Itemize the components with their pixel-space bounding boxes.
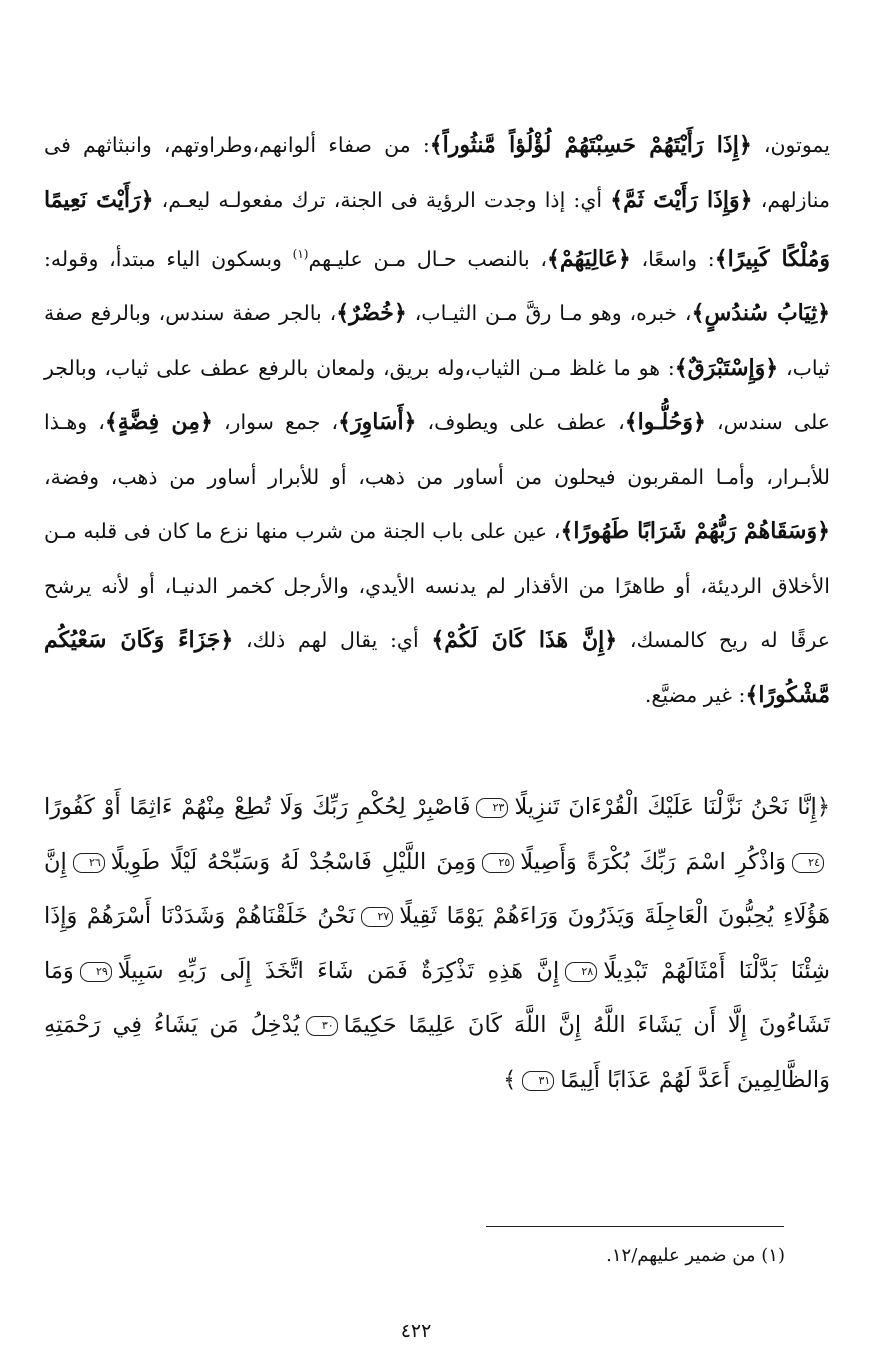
ayah-number-marker: ٢٩ <box>80 962 112 982</box>
verse-text: إِنَّا نَحْنُ نَزَّلْنَا عَلَيْكَ الْقُرْءَانَ تَنزِيلًا <box>514 794 817 820</box>
ayah-number-marker: ٢٥ <box>482 853 514 873</box>
quran-quote: ﴿ثِيَابُ سُندُسٍ﴾ <box>691 300 831 327</box>
tafsir-commentary <box>44 118 830 722</box>
quran-quote: ﴿إِذَا رَأَيْتَهُمْ حَسِبْتَهُمْ لُؤْلُؤاً مَّنثُوراً﴾ <box>429 132 752 158</box>
ornate-bracket-open: ﴿ <box>816 794 830 820</box>
commentary-text: ، عطف على ويطوف، <box>416 410 625 435</box>
ayah-number-marker: ٢٣ <box>476 798 508 818</box>
quran-quote: ﴿وَسَقَاهُمْ رَبُّهُمْ شَرَابًا طَهُورًا﴾ <box>560 518 830 545</box>
quran-verses-block <box>44 780 830 1107</box>
quran-quote: ﴿إِنَّ هَذَا كَانَ لَكُمْ﴾ <box>431 627 618 654</box>
commentary-text: ، بالجر صفة سندس، وبالرفع صفة ثياب، <box>44 301 831 380</box>
footnote-marker: (١) <box>292 247 309 261</box>
footnote: (١) من ضمير عليهم/١٢. <box>606 1245 785 1266</box>
commentary-text: ، جمع سوار، <box>212 410 339 435</box>
verse-text: فَاصْبِرْ لِحُكْمِ رَبِّكَ وَلَا تُطِعْ مِنْهُمْ ءَاثِمًا أَوْ كَفُورًا <box>44 794 471 820</box>
ayah-number-marker: ٢٨ <box>565 962 597 982</box>
commentary-text: ، خبره، وهو مـا رقَّ مـن الثيـاب، <box>406 301 692 326</box>
commentary-text: أي: يقال لهم ذلك، <box>233 628 432 653</box>
quran-quote: ﴿أَسَاوِرَ﴾ <box>338 409 417 436</box>
verse-text: إِنَّ هَؤُلَاءِ يُحِبُّونَ الْعَاجِلَةَ وَيَذَرُونَ وَرَاءَهُمْ يَوْمًا ثَقِيلًا <box>44 848 830 929</box>
ornate-bracket-close: ﴾ <box>503 1066 517 1093</box>
commentary-text: : واسعًا، <box>630 246 715 271</box>
commentary-text: : هو ما غلظ مـن الثياب،وله بريق، ولمعان بالرفع عطف على ثياب، وبالجر على سندس، <box>44 355 830 435</box>
quran-quote: ﴿عَالِيَهُمْ﴾ <box>547 245 631 272</box>
verse-text: وَمِنَ اللَّيْلِ فَاسْجُدْ لَهُ وَسَبِّحْهُ لَيْلًا طَوِيلًا <box>110 848 477 875</box>
ayah-number-marker: ٣١ <box>522 1071 554 1091</box>
quran-quote: ﴿مِن فِضَّةٍ﴾ <box>104 409 213 436</box>
commentary-text: ، عين على باب الجنة من شرب منها نزع ما كان فى قلبه مـن الأخلاق الرديئة، أو طاهرًا من الأقذار لم يدنسه الأيدي، والأرجل كخمر الدنيـا، أو لأنه يرشح عرقًا له ريح كالمسك، <box>44 519 830 653</box>
quran-quote: ﴿وَإِسْتَبْرَقٌ﴾ <box>674 354 779 381</box>
commentary-text: ، بالنصب حـال مـن عليـهم <box>308 246 548 271</box>
verse-text: نَحْنُ خَلَقْنَاهُمْ وَشَدَدْنَا أَسْرَهُمْ وَإِذَا شِئْنَا بَدَّلْنَا أَمْثَالَهُمْ تَبْدِيلًا <box>44 903 831 984</box>
ayah-number-marker: ٢٤ <box>792 853 824 873</box>
commentary-text: ، وهـذا للأبـرار، وأمـا المقربون فيحلون من أساور من ذهب، أو للأبرار أساور من ذهب، وفضة، <box>44 410 830 489</box>
verse-text: وَاذْكُرِ اسْمَ رَبِّكَ بُكْرَةً وَأَصِيلًا <box>520 848 786 875</box>
commentary-text: أي: إذا وجدت الرؤية فى الجنة، ترك مفعولـه ليعـم، <box>153 187 611 212</box>
verse-text: يُدْخِلُ مَن يَشَاءُ فِي رَحْمَتِهِ وَالظَّالِمِينَ أَعَدَّ لَهُمْ عَذَابًا أَلِيمًا <box>44 1012 830 1093</box>
commentary-text: : من صفاء ألوانهم،وطراوتهم، وانبثاثهم فى منازلهم، <box>44 133 830 212</box>
commentary-text: : غير مضيَّع. <box>644 682 746 707</box>
quran-quote: ﴿رَأَيْتَ نَعِيمًا وَمُلْكًا كَبِيرًا﴾ <box>44 186 830 272</box>
quran-quote: ﴿خُضْرٌ﴾ <box>336 300 407 327</box>
page-number: ٤٢٢ <box>400 1320 432 1342</box>
quran-quote: ﴿وَحُلُّـوا﴾ <box>624 409 706 436</box>
ayah-number-marker: ٢٧ <box>361 907 393 927</box>
verse-text: إِنَّ هَذِهِ تَذْكِرَةٌ فَمَن شَاءَ اتَّخَذَ إِلَى رَبِّهِ سَبِيلًا <box>117 957 560 984</box>
quran-quote: ﴿جَزَاءً وَكَانَ سَعْيُكُم مَّشْكُورًا﴾ <box>44 627 830 708</box>
commentary-text: وبسكون الياء مبتدأ، وقوله: <box>44 246 293 271</box>
ayah-number-marker: ٣٠ <box>306 1016 338 1036</box>
footnote-separator <box>486 1226 784 1227</box>
commentary-text: يموتون، <box>751 133 830 157</box>
ayah-number-marker: ٢٦ <box>73 853 105 873</box>
quran-quote: ﴿وَإِذَا رَأَيْتَ ثَمَّ﴾ <box>610 186 753 213</box>
verse-text: وَمَا تَشَاءُونَ إِلَّا أَن يَشَاءَ اللَّهُ إِنَّ اللَّهَ كَانَ عَلِيمًا حَكِيمًا <box>44 957 830 1038</box>
